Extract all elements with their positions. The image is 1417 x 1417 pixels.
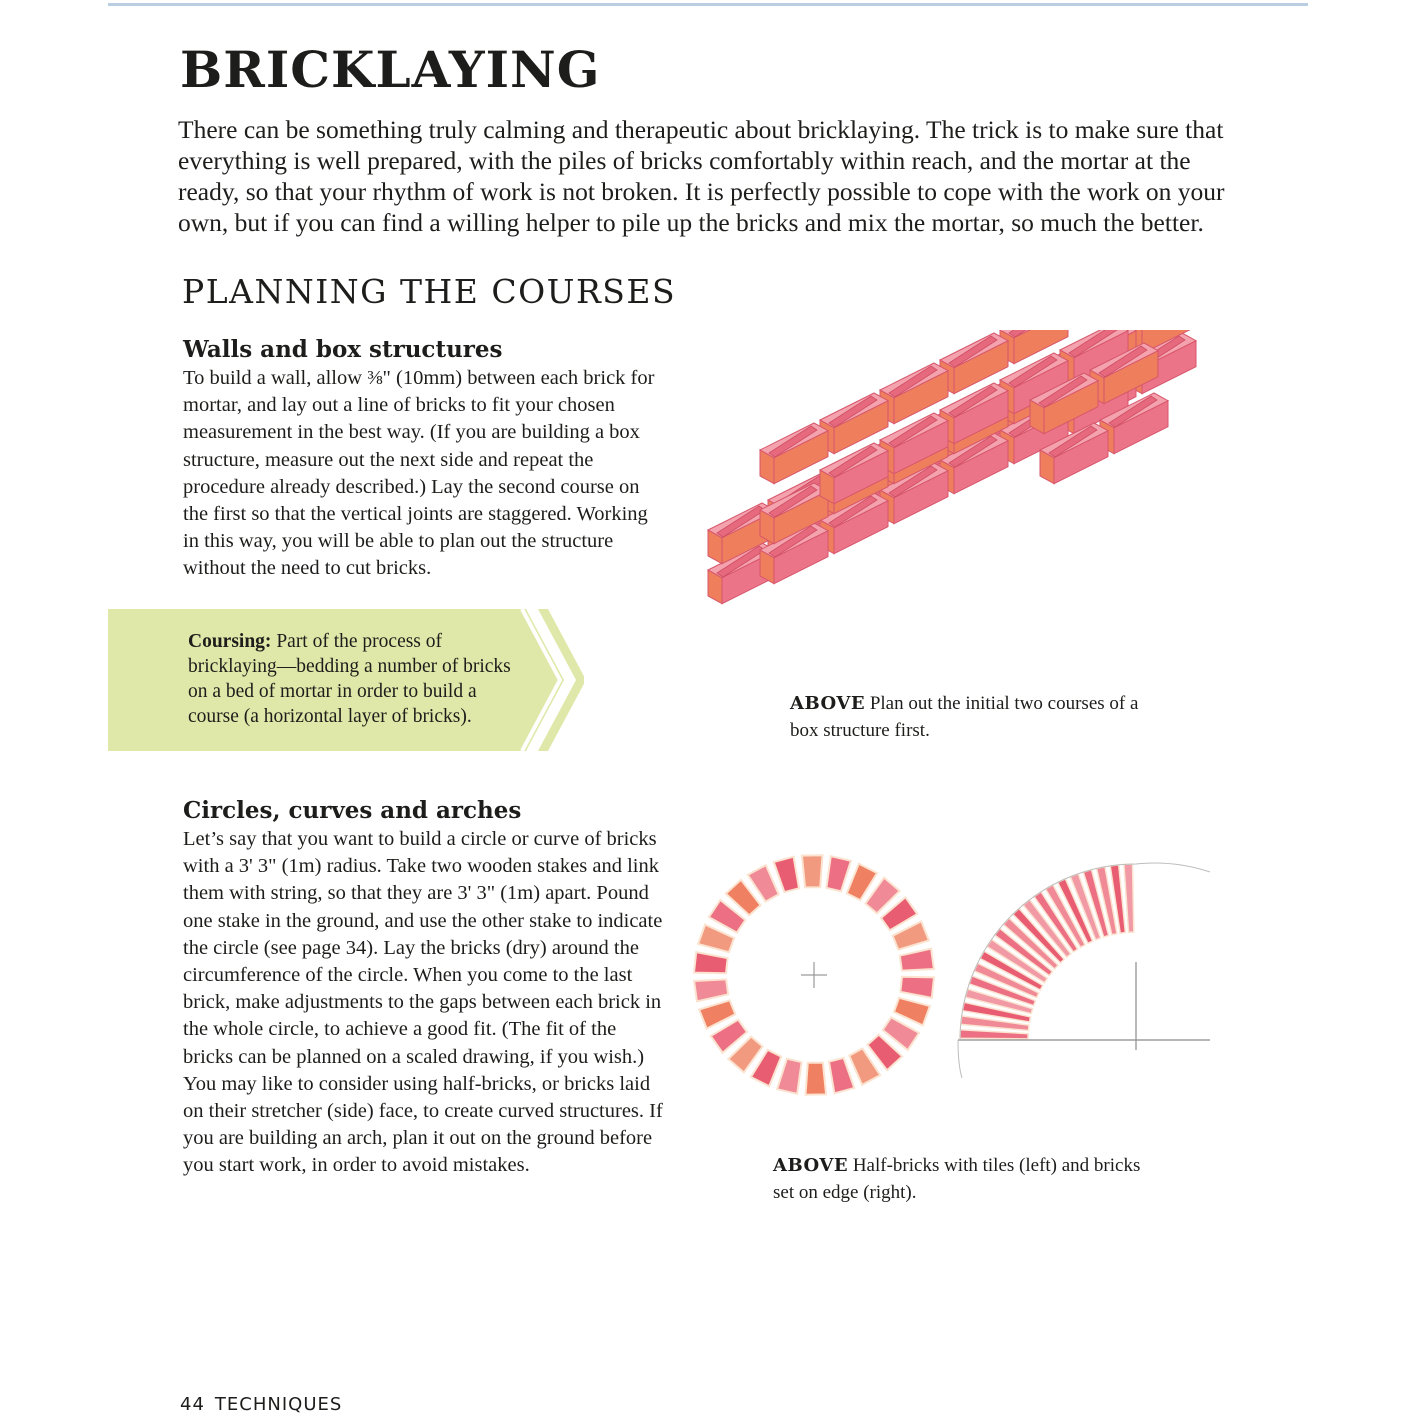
figure2-caption-text: Half-bricks with tiles (left) and bricks set on edge (right).: [773, 1155, 1141, 1203]
walls-body: To build a wall, allow ⅜" (10mm) between each brick for mortar, and lay out a line of bricks to fit your chosen measurement in the best way. (If you are building a box structure, measure out the next side and repeat the procedure already described.) Lay the second course on the first so that the vertical joints are staggered. Working in this way, you will be able to plan out the structure without the need to cut bricks.: [183, 367, 655, 580]
callout-term: Coursing:: [188, 631, 272, 652]
center-cross-mark: [801, 962, 827, 988]
circle-and-arch-illustration: [690, 850, 1220, 1110]
section-title: PLANNING THE COURSES: [182, 272, 677, 311]
circles-heading: Circles, curves and arches: [183, 797, 522, 824]
circles-body: Let’s say that you want to build a circle or curve of bricks with a 3' 3" (1m) radius. Take two wooden stakes and link them with string, so that they are 3' 3" (1m) apart. Pound one stake in the ground, and use the other stake to indicate the circle (see page 34). Lay the bricks (dry) around the circumference of the circle. When you come to the last brick, make adjustments to the gaps between each brick in the whole circle, to achieve a good fit. (The fit of the bricks can be planned on a scaled drawing, if you wish.) You may like to consider using half-bricks, or bricks laid on their stretcher (side) face, to create curved structures. If you are building an arch, plan it out on the ground before you start work, in order to avoid mistakes.: [183, 828, 663, 1177]
page-title: BRICKLAYING: [180, 40, 601, 99]
figure2-caption-lead: ABOVE: [773, 1155, 849, 1176]
top-rule: [108, 3, 1308, 6]
figure2-caption: [773, 1152, 1153, 1206]
page-number: 44: [180, 1394, 205, 1415]
figure1-caption-lead: ABOVE: [790, 693, 866, 714]
figure1-caption-text: Plan out the initial two courses of a box structure first.: [790, 693, 1139, 741]
callout-definition: Part of the process of bricklaying—bedding a number of bricks on a bed of mortar in order to build a course (a horizontal layer of bricks).: [188, 631, 511, 727]
page-footer: [180, 1394, 342, 1415]
figure1-caption: [790, 690, 1170, 744]
callout-text: [188, 629, 528, 729]
box-structure-illustration: [700, 330, 1220, 670]
footer-section: TECHNIQUES: [214, 1394, 343, 1415]
intro-paragraph: There can be something truly calming and therapeutic about bricklaying. The trick is to make sure that everything is well prepared, with the piles of bricks comfortably within reach, and the mortar at the ready, so that your rhythm of work is not broken. It is perfectly possible to cope with the work on your own, but if you can find a willing helper to pile up the bricks and mix the mortar, so much the better.: [178, 115, 1225, 237]
walls-heading: Walls and box structures: [183, 336, 503, 363]
definition-callout: [108, 609, 584, 751]
brick-arch-drawing: [960, 864, 1134, 1039]
